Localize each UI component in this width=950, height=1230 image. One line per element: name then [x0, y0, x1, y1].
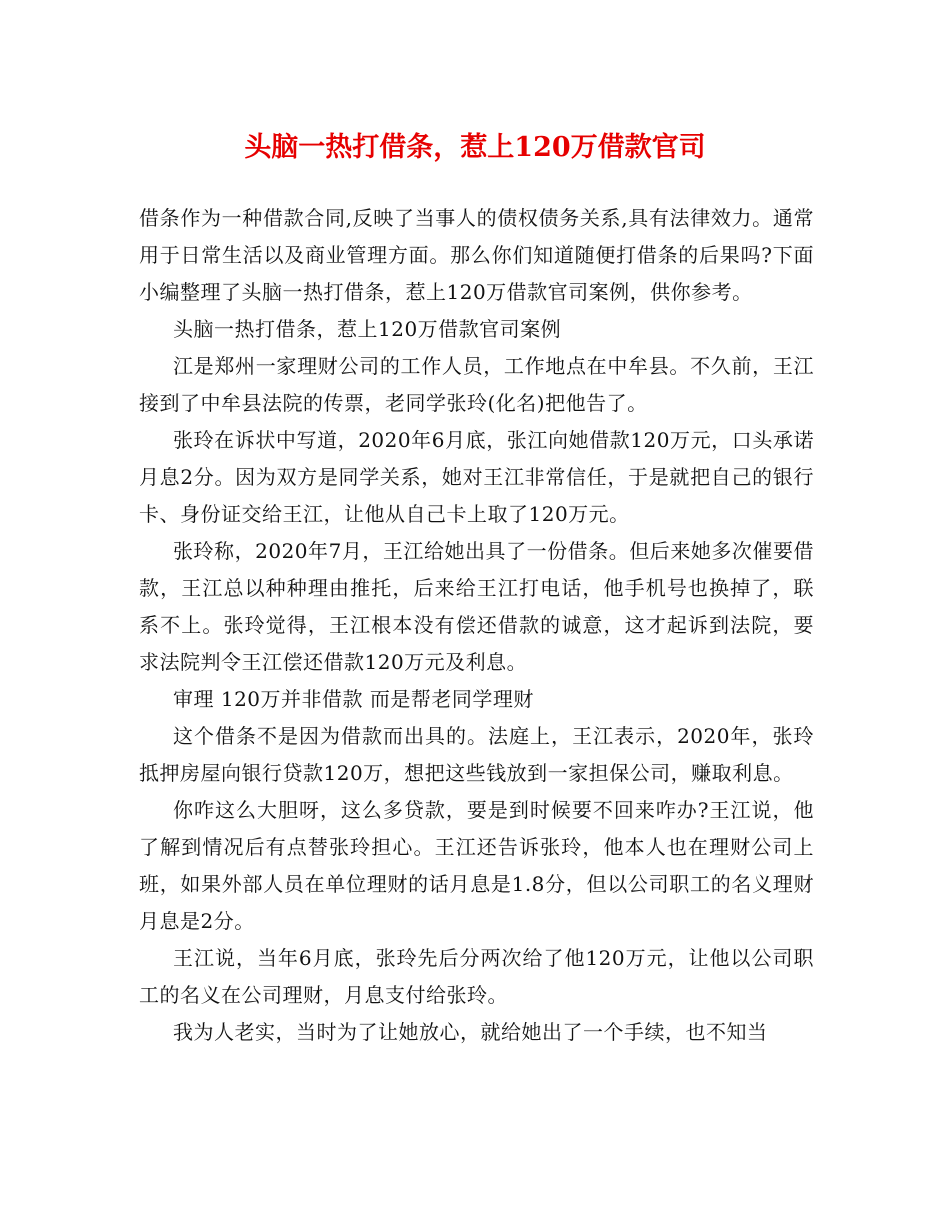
paragraph: 王江说，当年6月底，张玲先后分两次给了他120万元，让他以公司职工的名义在公司理财，月息支付给张玲。 — [139, 946, 814, 1007]
document-body — [139, 200, 814, 1051]
paragraph: 这个借条不是因为借款而出具的。法庭上，王江表示，2020年，张玲抵押房屋向银行贷款120万，想把这些钱放到一家担保公司，赚取利息。 — [139, 724, 814, 785]
paragraph: 张玲称，2020年7月，王江给她出具了一份借条。但后来她多次催要借款，王江总以种种理由推托，后来给王江打电话，他手机号也换掉了，联系不上。张玲觉得，王江根本没有偿还借款的诚意，这才起诉到法院，要求法院判令王江偿还借款120万元及利息。 — [139, 539, 814, 674]
paragraph: 头脑一热打借条，惹上120万借款官司案例 — [173, 317, 562, 341]
section-heading: 审理 120万并非借款 而是帮老同学理财 — [173, 687, 534, 711]
document-title: 头脑一热打借条，惹上120万借款官司 — [244, 132, 706, 163]
paragraph: 江是郑州一家理财公司的工作人员，工作地点在中牟县。不久前，王江接到了中牟县法院的传票，老同学张玲(化名)把他告了。 — [139, 354, 814, 415]
paragraph: 张玲在诉状中写道，2020年6月底，张江向她借款120万元，口头承诺月息2分。因为双方是同学关系，她对王江非常信任，于是就把自己的银行卡、身份证交给王江，让他从自己卡上取了120万元。 — [139, 428, 814, 526]
paragraph: 你咋这么大胆呀，这么多贷款，要是到时候要不回来咋办?王江说，他了解到情况后有点替张玲担心。王江还告诉张玲，他本人也在理财公司上班，如果外部人员在单位理财的话月息是1.8分，但以公司职工的名义理财月息是2分。 — [139, 798, 814, 933]
paragraph: 借条作为一种借款合同,反映了当事人的债权债务关系,具有法律效力。通常用于日常生活以及商业管理方面。那么你们知道随便打借条的后果吗?下面小编整理了头脑一热打借条，惹上120万借款官司案例，供你参考。 — [139, 206, 814, 304]
paragraph: 我为人老实，当时为了让她放心，就给她出了一个手续，也不知当 — [173, 1020, 768, 1044]
